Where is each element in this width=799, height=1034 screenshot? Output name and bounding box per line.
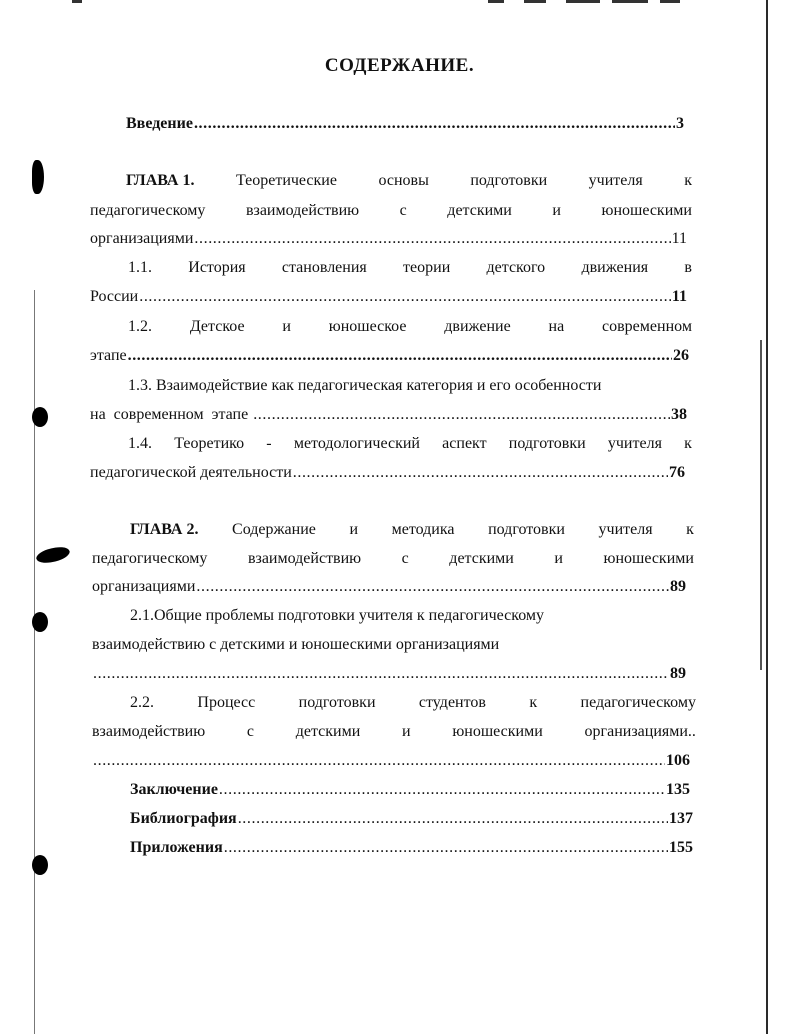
- word: педагогическому: [580, 694, 696, 711]
- word: учителя: [598, 521, 653, 538]
- toc-page: 89: [670, 578, 686, 595]
- scan-mark: [612, 0, 648, 3]
- dot-leader: [238, 809, 668, 829]
- word: педагогическому: [90, 202, 206, 219]
- word: становления: [281, 259, 367, 276]
- dot-leader: [194, 114, 675, 134]
- toc-entry-intro: [126, 114, 684, 134]
- scan-mark: [32, 160, 44, 194]
- word: движение: [444, 318, 511, 335]
- toc-entry-conclusion: [130, 780, 690, 800]
- word: взаимодействию: [247, 550, 362, 567]
- section-2-2-line-2: [92, 722, 696, 742]
- chapter-1-line-1: [126, 171, 692, 191]
- word: взаимодействию: [245, 202, 360, 219]
- scan-mark: [524, 0, 546, 3]
- toc-entry-appendices: [130, 838, 693, 858]
- word: Детское: [189, 318, 245, 335]
- toc-label: Заключение: [130, 781, 218, 798]
- section-2-1-line-3: [92, 664, 686, 684]
- toc-page: 76: [669, 464, 685, 481]
- section-2-2-line-3: [92, 751, 690, 771]
- section-1-2-line-1: [128, 317, 692, 337]
- toc-page: 3: [676, 115, 684, 132]
- scan-mark: [660, 0, 680, 3]
- word: педагогическому: [92, 550, 208, 567]
- section-1-4-line-2: [90, 463, 685, 483]
- word: и: [552, 202, 561, 219]
- section-number: 1.2.: [128, 318, 152, 335]
- word: к: [529, 694, 538, 711]
- chapter-heading: ГЛАВА 2.: [130, 521, 199, 538]
- word: и: [349, 521, 359, 538]
- dot-leader: [293, 463, 668, 483]
- dot-leader: [139, 287, 671, 307]
- toc-page: 11: [671, 230, 687, 247]
- chapter-1-line-2: [90, 201, 692, 221]
- toc-label: организациями: [92, 578, 196, 595]
- section-number: 2.2.: [130, 694, 154, 711]
- word: теории: [403, 259, 451, 276]
- chapter-heading: ГЛАВА 1.: [126, 172, 195, 189]
- section-1-2-line-2: [90, 346, 689, 366]
- section-2-1-line-2: взаимодействию с детскими и юношескими организациями: [92, 636, 500, 653]
- dot-leader: [224, 838, 668, 858]
- toc-page: 89: [670, 665, 686, 682]
- dot-leader: [219, 780, 665, 800]
- page-title: СОДЕРЖАНИЕ.: [324, 55, 475, 76]
- chapter-2-line-3: [92, 577, 686, 597]
- word: детского: [486, 259, 546, 276]
- section-1-3-line-2: [90, 405, 687, 425]
- word: организациями..: [584, 723, 696, 740]
- word: детскими: [295, 723, 361, 740]
- scan-edge: [34, 290, 35, 1034]
- scan-edge: [760, 340, 762, 670]
- word: -: [266, 435, 272, 452]
- word: и: [554, 550, 563, 567]
- toc-label: Введение: [126, 115, 193, 132]
- word: Теоретико: [174, 435, 245, 452]
- scan-mark: [488, 0, 504, 3]
- word: юношескими: [603, 550, 694, 567]
- word: с: [246, 723, 255, 740]
- scan-mark: [72, 0, 82, 3]
- word: основы: [378, 172, 429, 189]
- word: с: [401, 550, 409, 567]
- word: современном: [602, 318, 692, 335]
- word: взаимодействию: [92, 723, 206, 740]
- section-2-2-line-1: [130, 693, 696, 713]
- word: подготовки: [508, 435, 586, 452]
- dot-leader: [93, 751, 665, 771]
- dot-leader: [128, 346, 672, 366]
- section-1-3-line-1: 1.3. Взаимодействие как педагогическая категория и его особенности: [128, 377, 602, 394]
- word: методика: [391, 521, 455, 538]
- section-2-1-line-1: 2.1.Общие проблемы подготовки учителя к педагогическому: [130, 607, 545, 624]
- word: к: [686, 521, 694, 538]
- word: учителя: [607, 435, 662, 452]
- dot-leader: [196, 577, 669, 597]
- chapter-2-line-2: [92, 549, 694, 569]
- toc-label: педагогической деятельности: [90, 464, 292, 481]
- punch-hole: [32, 855, 48, 875]
- scan-edge: [766, 0, 768, 1034]
- word: подготовки: [298, 694, 376, 711]
- toc-label: на современном этапе: [90, 406, 253, 423]
- word: подготовки: [470, 172, 548, 189]
- word: подготовки: [488, 521, 565, 538]
- word: детскими: [447, 202, 512, 219]
- ink-blot: [35, 543, 72, 567]
- punch-hole: [32, 612, 48, 632]
- word: в: [684, 259, 692, 276]
- toc-label: этапе: [90, 347, 127, 364]
- section-number: 1.1.: [128, 259, 152, 276]
- toc-page: 155: [669, 839, 693, 856]
- section-number: 1.4.: [128, 435, 152, 452]
- word: учителя: [588, 172, 643, 189]
- dot-leader: [194, 229, 670, 249]
- toc-entry-bibliography: [130, 809, 693, 829]
- word: юношескими: [601, 202, 692, 219]
- toc-label: России: [90, 288, 139, 305]
- word: движения: [581, 259, 649, 276]
- word: История: [188, 259, 246, 276]
- word: детскими: [449, 550, 514, 567]
- toc-page: 137: [669, 810, 693, 827]
- word: юношескими: [452, 723, 543, 740]
- word: с: [399, 202, 407, 219]
- toc-label: Приложения: [130, 839, 223, 856]
- toc-page: 11: [671, 288, 687, 305]
- toc-page: 135: [666, 781, 690, 798]
- word: и: [402, 723, 411, 740]
- word: аспект: [442, 435, 487, 452]
- word: на: [548, 318, 565, 335]
- section-1-1-line-1: [128, 258, 692, 278]
- section-1-1-line-2: [90, 287, 687, 307]
- chapter-2-line-1: [130, 520, 694, 540]
- word: к: [684, 435, 692, 452]
- section-1-4-line-1: [128, 434, 692, 454]
- word: Содержание: [232, 521, 316, 538]
- punch-hole: [32, 407, 48, 427]
- toc-page: 106: [666, 752, 690, 769]
- word: к: [684, 172, 692, 189]
- word: Теоретические: [235, 172, 337, 189]
- toc-page: 26: [673, 347, 689, 364]
- word: и: [282, 318, 291, 335]
- dot-leader: [93, 664, 669, 684]
- word: студентов: [418, 694, 486, 711]
- toc-label: организациями: [90, 230, 194, 247]
- word: Процесс: [197, 694, 256, 711]
- scan-mark: [566, 0, 600, 3]
- toc-label: Библиография: [130, 810, 237, 827]
- word: юношеское: [328, 318, 407, 335]
- dot-leader: [253, 405, 670, 425]
- toc-page: 38: [671, 406, 687, 423]
- chapter-1-line-3: [90, 229, 687, 249]
- word: методологический: [293, 435, 420, 452]
